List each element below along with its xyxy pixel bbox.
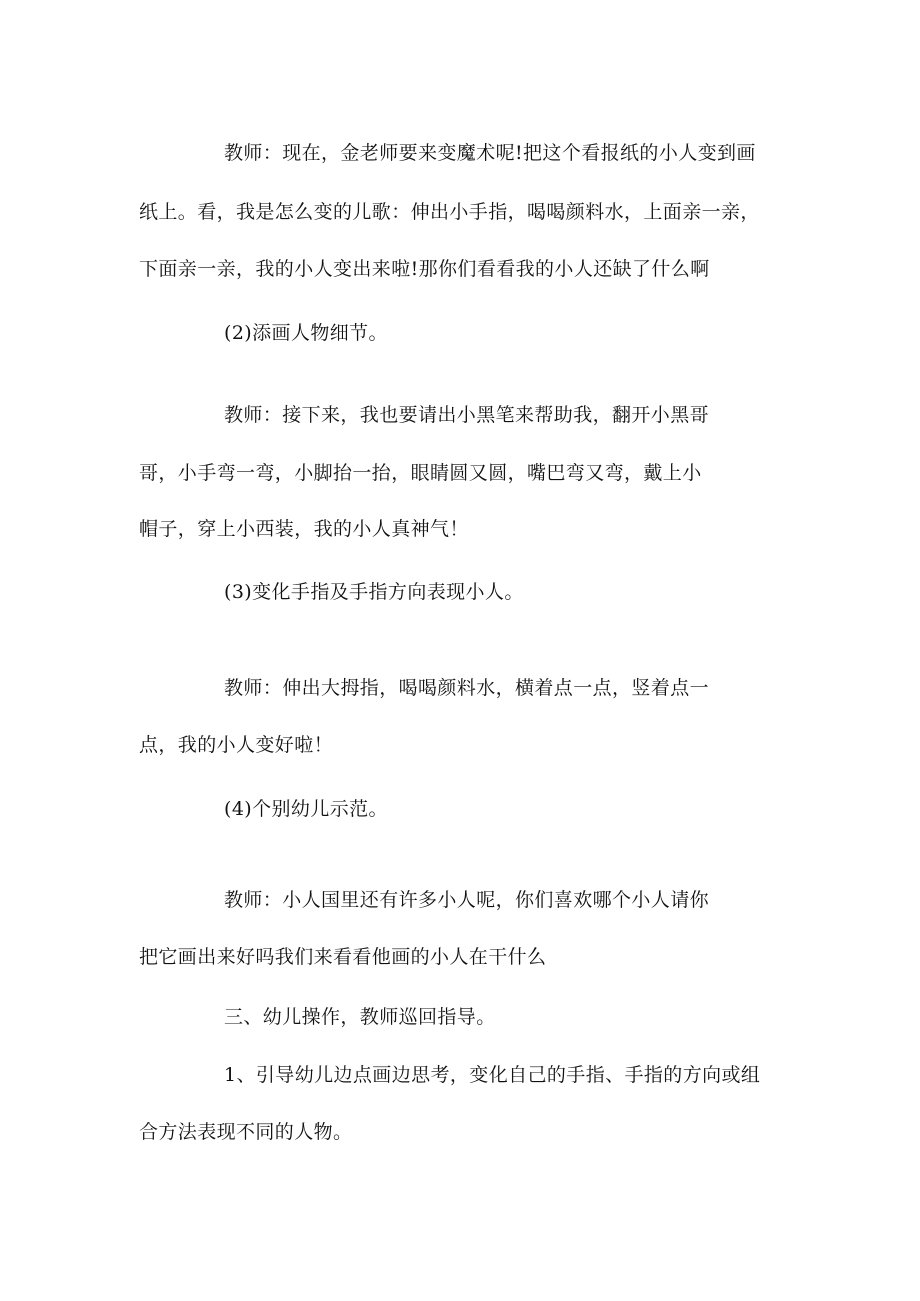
text-line: 把它画出来好吗我们来看看他画的小人在干什么 bbox=[139, 946, 547, 968]
text-line: 点，我的小人变好啦！ bbox=[139, 734, 334, 756]
text-line: 教师：伸出大拇指，喝喝颜料水，横着点一点，竖着点一 bbox=[224, 677, 710, 699]
text-line: 1、引导幼儿边点画边思考，变化自己的手指、手指的方向或组 bbox=[224, 1064, 761, 1086]
text-line: 合方法表现不同的人物。 bbox=[139, 1121, 353, 1143]
section-heading: 三、幼儿操作，教师巡回指导。 bbox=[224, 1006, 496, 1028]
text-line: 教师：小人国里还有许多小人呢，你们喜欢哪个小人请你 bbox=[224, 889, 710, 911]
section-heading: (4)个别幼儿示范。 bbox=[224, 798, 388, 820]
text-line: 帽子，穿上小西装，我的小人真神气！ bbox=[139, 518, 469, 540]
section-heading: (3)变化手指及手指方向表现小人。 bbox=[224, 581, 524, 603]
text-line: 下面亲一亲，我的小人变出来啦!那你们看看我的小人还缺了什么啊 bbox=[139, 258, 710, 280]
text-line: 教师：接下来，我也要请出小黑笔来帮助我，翻开小黑哥 bbox=[224, 404, 710, 426]
text-line: 哥，小手弯一弯，小脚抬一抬，眼睛圆又圆，嘴巴弯又弯，戴上小 bbox=[139, 462, 702, 484]
text-line: 教师：现在，金老师要来变魔术呢!把这个看报纸的小人变到画 bbox=[224, 142, 756, 164]
section-heading: (2)添画人物细节。 bbox=[224, 322, 388, 344]
text-line: 纸上。看，我是怎么变的儿歌：伸出小手指，喝喝颜料水，上面亲一亲， bbox=[139, 201, 760, 223]
